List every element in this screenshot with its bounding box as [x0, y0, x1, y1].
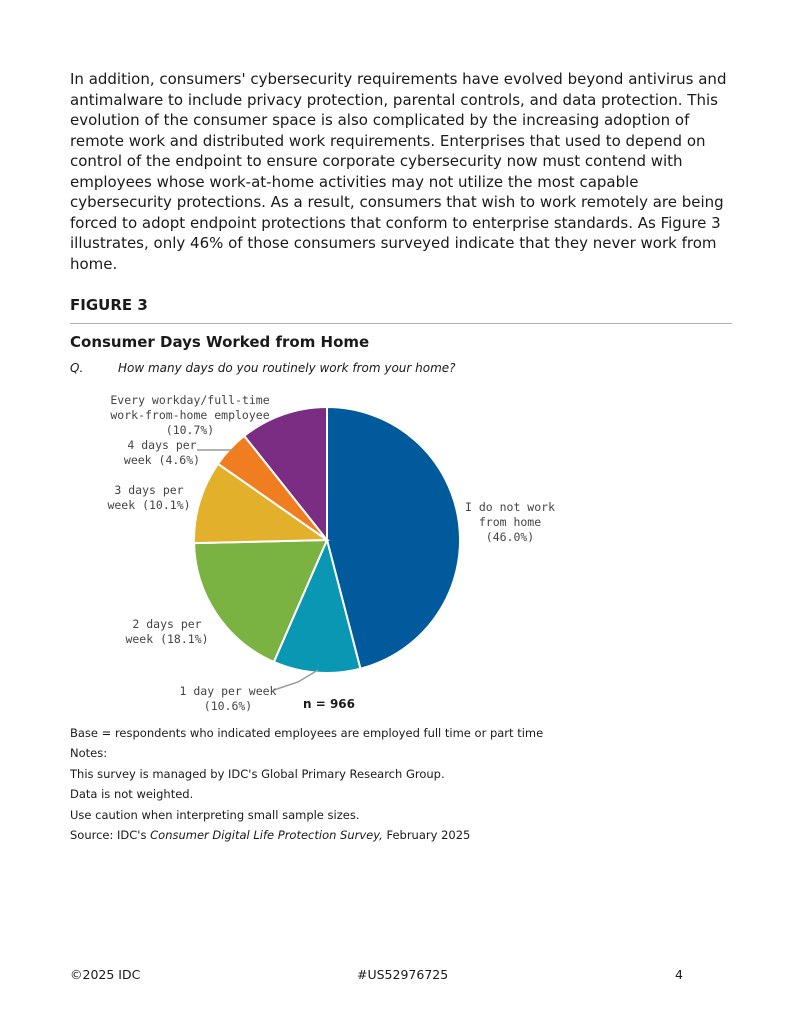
- notes-line: This survey is managed by IDC's Global Primary Research Group.: [70, 766, 445, 781]
- slice-label: Every workday/full-time work-from-home employee (10.7%): [110, 393, 270, 437]
- slice-label: 2 days per week (18.1%): [125, 617, 209, 646]
- notes-line: Use caution when interpreting small sample sizes.: [70, 807, 360, 822]
- source-title: Consumer Digital Life Protection Survey,: [150, 828, 383, 843]
- slice-label: 4 days per week (4.6%): [123, 438, 201, 467]
- notes-heading: Notes:: [70, 746, 108, 761]
- survey-question: [70, 361, 730, 375]
- figure-title: Consumer Days Worked from Home: [70, 333, 370, 351]
- footer-page-number: 4: [675, 967, 683, 982]
- notes-base: Base = respondents who indicated employees are employed full time or part time: [70, 726, 544, 740]
- source-suffix: February 2025: [382, 828, 471, 843]
- slice-label: 3 days per week (10.1%): [107, 483, 191, 512]
- source-prefix: Source: IDC's: [70, 828, 151, 843]
- question-letter: Q.: [70, 361, 84, 375]
- footer-doc-id: #US52976725: [357, 967, 449, 982]
- notes-line: Data is not weighted.: [70, 787, 194, 802]
- figure-number: FIGURE 3: [70, 296, 148, 314]
- figure-divider: [70, 323, 732, 324]
- sample-size: n = 966: [303, 697, 356, 711]
- notes-source: [70, 825, 730, 845]
- slice-label: I do not work from home (46.0%): [464, 500, 556, 544]
- body-paragraph: In addition, consumers' cybersecurity requirements have evolved beyond antivirus and antimalware to include privacy protection, parental controls, and data protection. This evolution of the consumer space is also complicated by the increasing adoption of remote work and distributed work requirements. Enterprises that used to depend on control of the endpoint to ensure corporate cybersecurity now must contend with employees whose work-at-home activities may not utilize the most capable cybersecurity protections. As a result, consumers that wish to work remotely are being forced to adopt endpoint protections that conform to enterprise standards. As Figure 3 illustrates, only 46% of those consumers surveyed indicate that they never work from home.: [70, 70, 727, 273]
- figure-notes: [70, 723, 730, 845]
- slice-label: 1 day per week (10.6%): [179, 684, 277, 713]
- footer-copyright: ©2025 IDC: [70, 967, 141, 982]
- question-text: How many days do you routinely work from your home?: [118, 361, 456, 375]
- pie-chart: [0, 380, 800, 720]
